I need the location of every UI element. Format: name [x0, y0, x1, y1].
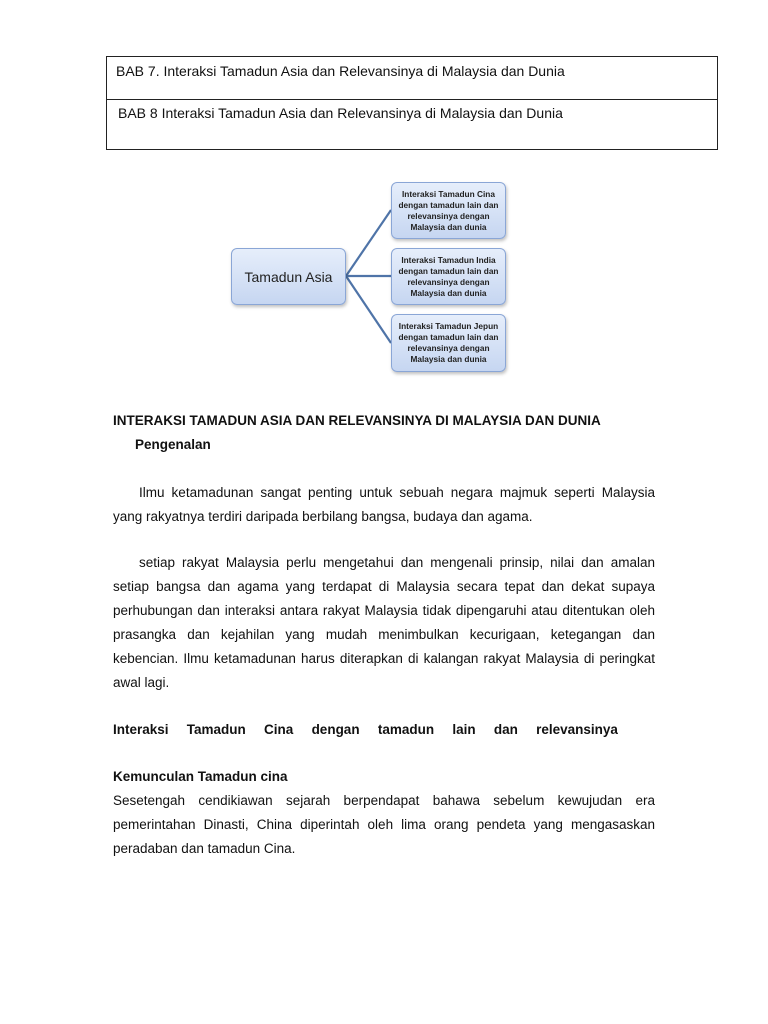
paragraph-prinsip: setiap rakyat Malaysia perlu mengetahui dan mengenali prinsip, nilai dan amalan setiap bangsa dan agama yang terdapat di Malaysia secara tepat dan dekat supaya perhubungan dan interaksi antara rakyat Malaysia tidak dipengaruhi atau ditentukan oleh prasangka dan kejahilan yang mudah menimbulkan kecurigaan, ketegangan dan kebencian. Ilmu ketamadunan harus diterapkan di kalangan rakyat Malaysia di peringkat awal lagi. [113, 555, 655, 690]
section-title-word: dengan [311, 722, 360, 737]
diagram-root-node: Tamadun Asia [231, 248, 346, 305]
section-title-word: relevansinya [536, 722, 618, 737]
paragraph-intro: Ilmu ketamadunan sangat penting untuk sebuah negara majmuk seperti Malaysia yang rakyatnya terdiri daripada berbilang bangsa, budaya dan agama. [113, 485, 655, 524]
main-heading: INTERAKSI TAMADUN ASIA DAN RELEVANSINYA DI MALAYSIA DAN DUNIA [113, 413, 601, 428]
chapter-row-8: BAB 8 Interaksi Tamadun Asia dan Relevansinya di Malaysia dan Dunia [118, 105, 563, 121]
diagram-node-india: Interaksi Tamadun India dengan tamadun lain dan relevansinya dengan Malaysia dan dunia [391, 248, 506, 305]
connector-jepun [346, 276, 391, 343]
section-title-word: lain [452, 722, 476, 737]
diagram-node-jepun: Interaksi Tamadun Jepun dengan tamadun lain dan relevansinya dengan Malaysia dan dunia [391, 314, 506, 372]
chapter-row-7: BAB 7. Interaksi Tamadun Asia dan Relevansinya di Malaysia dan Dunia [107, 57, 717, 100]
section-title-word: Tamadun [186, 722, 246, 737]
section-title-word: tamadun [377, 722, 435, 737]
diagram-node-cina: Interaksi Tamadun Cina dengan tamadun lain dan relevansinya dengan Malaysia dan dunia [391, 182, 506, 239]
kemunculan-heading: Kemunculan Tamadun cina [113, 769, 288, 784]
tamadun-asia-diagram [0, 0, 768, 400]
section-title-word: dan [493, 722, 518, 737]
section-title-word: Cina [264, 722, 294, 737]
sub-heading-pengenalan: Pengenalan [135, 437, 211, 452]
section-title-interaksi-cina [113, 722, 618, 737]
connector-cina [346, 210, 391, 276]
section-title-word: Interaksi [113, 722, 169, 737]
diagram-connectors [0, 0, 768, 400]
paragraph-kemunculan: Sesetengah cendikiawan sejarah berpendapat bahawa sebelum kewujudan era pemerintahan Dinasti, China diperintah oleh lima orang pendeta yang mengasaskan peradaban dan tamadun Cina. [113, 793, 655, 856]
